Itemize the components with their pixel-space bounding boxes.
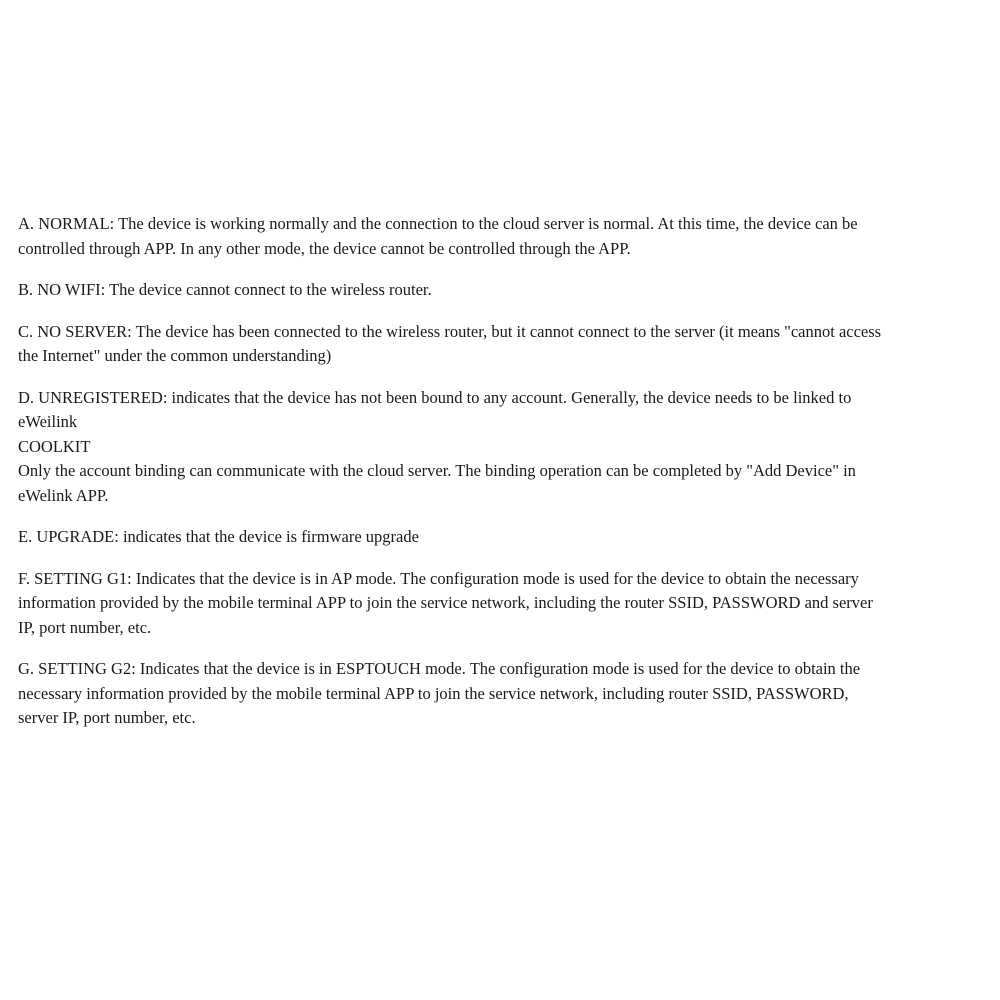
- text-line: server IP, port number, etc.: [18, 708, 196, 727]
- text-line: E. UPGRADE: indicates that the device is firmware upgrade: [18, 527, 419, 546]
- text-line: eWeilink: [18, 412, 78, 431]
- paragraph-normal: [18, 212, 990, 261]
- text-line: D. UNREGISTERED: indicates that the device has not been bound to any account. Generally, the device needs to be linked to: [18, 387, 852, 407]
- text-line: Only the account binding can communicate with the cloud server. The binding operation can be completed by "Add Device" in: [18, 461, 856, 480]
- text-line: C. NO SERVER: The device has been connected to the wireless router, but it cannot connect to the server (it means "cannot access: [18, 321, 882, 341]
- text-line: F. SETTING G1: Indicates that the device is in AP mode. The configuration mode is used for the device to obtain the necessary: [18, 568, 859, 588]
- text-line: G. SETTING G2: Indicates that the device is in ESPTOUCH mode. The configuration mode is used for the device to obtain the: [18, 659, 861, 678]
- text-line: the Internet" under the common understanding): [18, 346, 332, 365]
- text-line: information provided by the mobile terminal APP to join the service network, including the router SSID, PASSWORD and server: [18, 593, 873, 612]
- paragraph-upgrade: [18, 525, 990, 550]
- paragraph-no-wifi: [18, 278, 990, 303]
- text-line: eWelink APP.: [18, 485, 109, 505]
- text-line: A. NORMAL: The device is working normally and the connection to the cloud server is normal. At this time, the device can be: [18, 214, 858, 233]
- paragraph-unregistered: [18, 386, 990, 509]
- text-line: controlled through APP. In any other mode, the device cannot be controlled through the APP.: [18, 238, 631, 258]
- document-body: [18, 212, 990, 748]
- text-line: B. NO WIFI: The device cannot connect to the wireless router.: [18, 280, 432, 299]
- paragraph-no-server: [18, 320, 990, 369]
- paragraph-setting-g2: [18, 657, 990, 731]
- text-line: necessary information provided by the mobile terminal APP to join the service network, including router SSID, PASSWORD,: [18, 683, 849, 703]
- text-line: COOLKIT: [18, 436, 91, 456]
- paragraph-setting-g1: [18, 567, 990, 641]
- text-line: IP, port number, etc.: [18, 617, 152, 637]
